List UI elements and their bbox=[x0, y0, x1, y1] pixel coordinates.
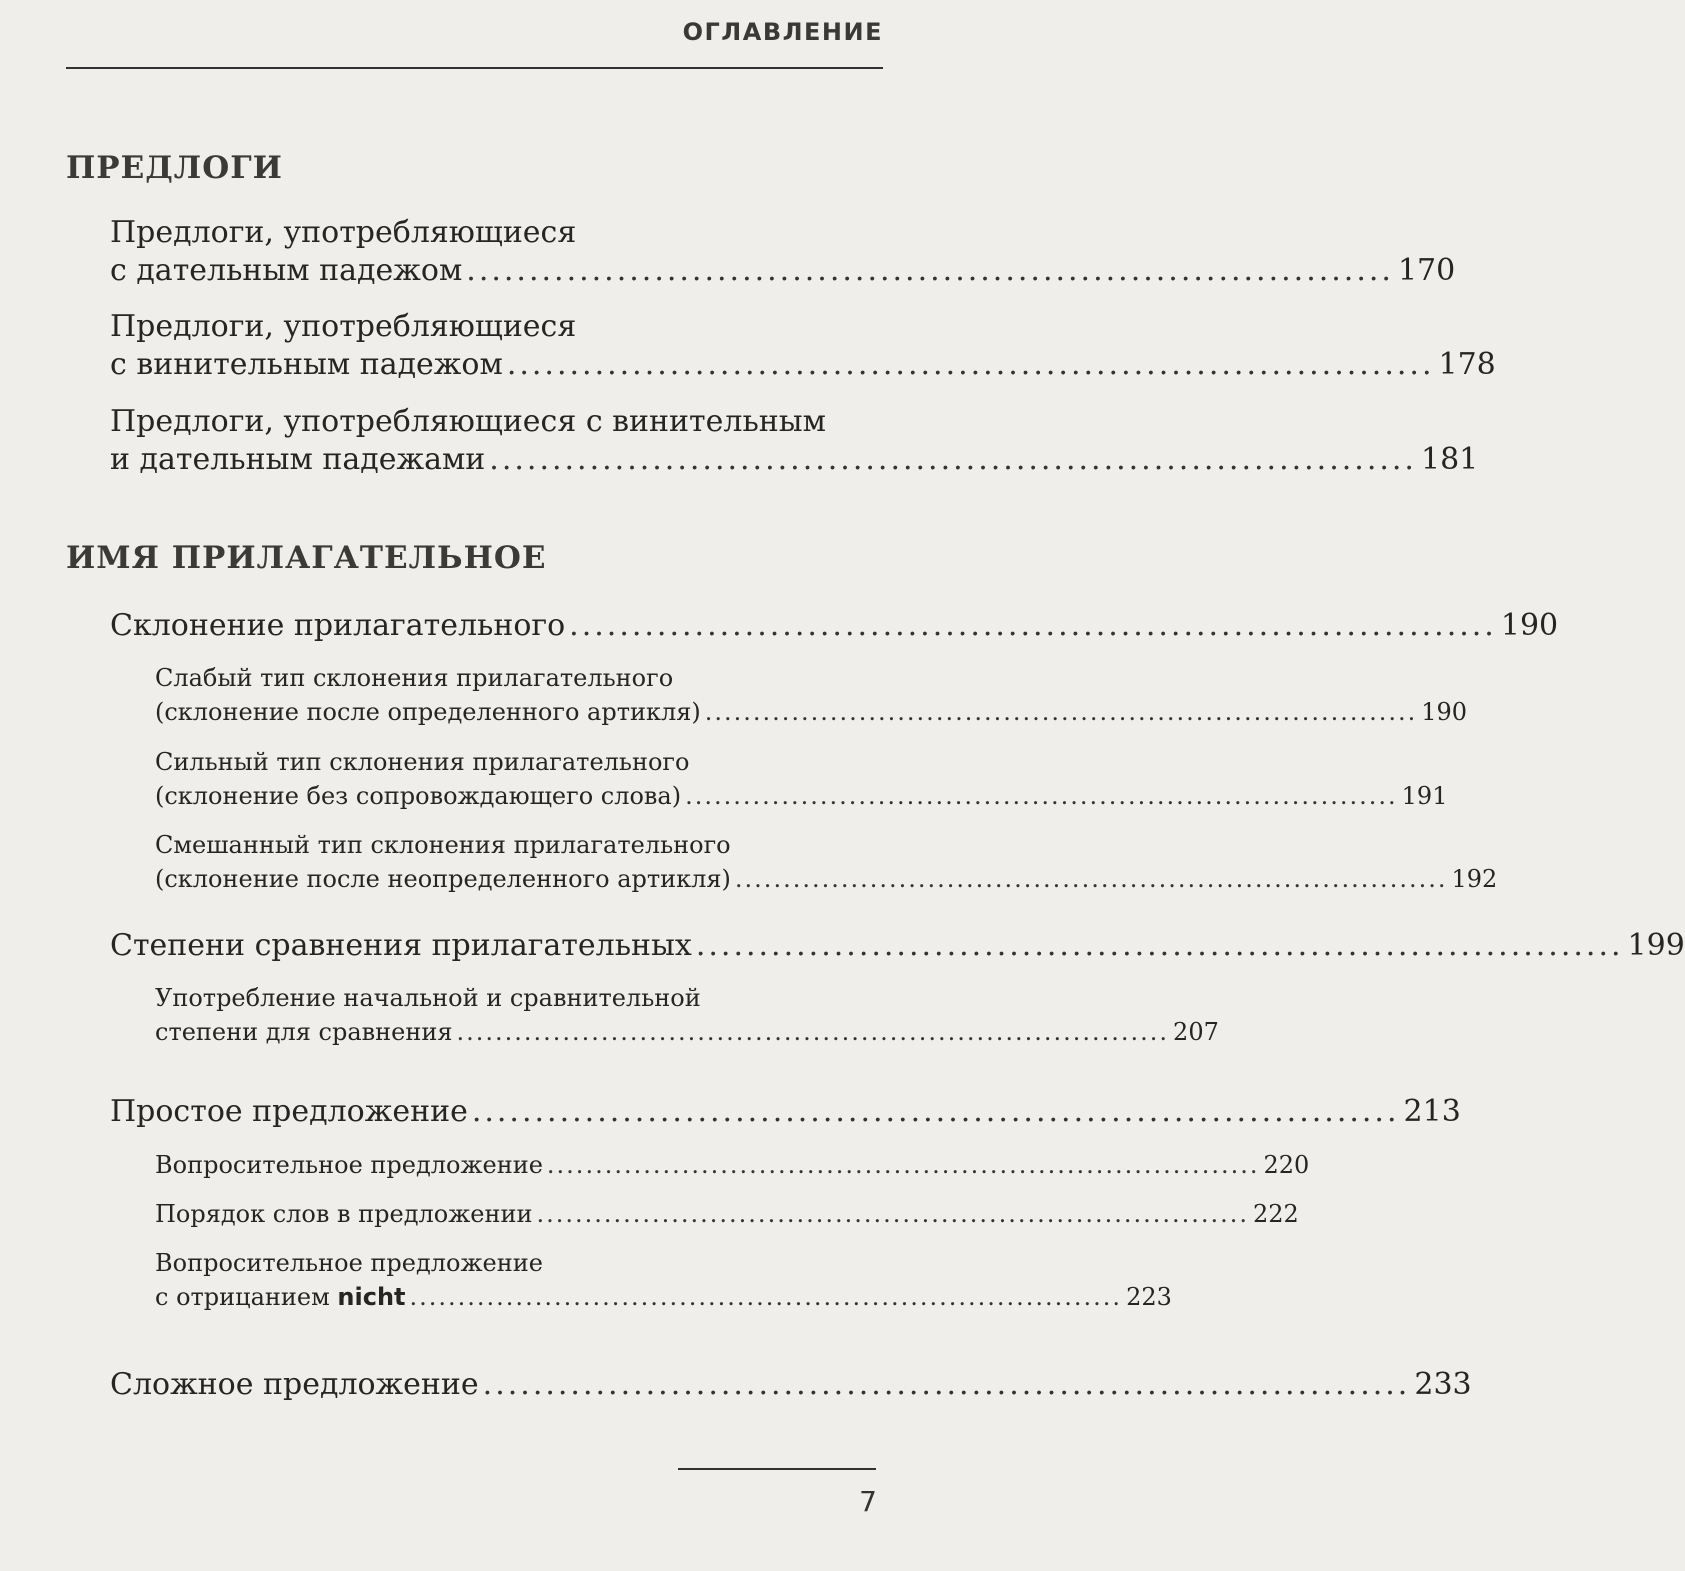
running-head: ОГЛАВЛЕНИЕ bbox=[682, 18, 883, 46]
toc-entry-text: с дательным падежом bbox=[110, 253, 463, 288]
toc-entry-text: Вопросительное предложение bbox=[155, 1249, 543, 1277]
toc-entry-text: Склонение прилагательного bbox=[110, 608, 566, 643]
toc-page-number: 222 bbox=[1253, 1200, 1299, 1228]
toc-entry-text: Смешанный тип склонения прилагательного bbox=[155, 831, 731, 859]
toc-entry-text: Сильный тип склонения прилагательного bbox=[155, 748, 690, 776]
toc-entry-text: и дательным падежами bbox=[110, 442, 486, 477]
folio-page-number: 7 bbox=[859, 1485, 877, 1518]
header-rule bbox=[66, 67, 883, 69]
toc-entry[interactable] bbox=[110, 403, 1479, 479]
leader-dots: .......................................................................... bbox=[471, 1094, 1400, 1129]
toc-subentry[interactable] bbox=[155, 1246, 1172, 1314]
toc-entry-text: Вопросительное предложение bbox=[155, 1151, 543, 1179]
toc-page-number: 213 bbox=[1403, 1094, 1461, 1129]
toc-page-number: 220 bbox=[1263, 1151, 1310, 1179]
leader-dots: .......................................................................... bbox=[685, 782, 1398, 810]
toc-page-number: 181 bbox=[1420, 442, 1479, 477]
leader-dots: .......................................................................... bbox=[466, 253, 1394, 288]
toc-subentry[interactable] bbox=[155, 1197, 1299, 1231]
toc-entry-text: (склонение после неопределенного артикля) bbox=[155, 865, 731, 893]
leader-dots: .......................................................................... bbox=[569, 608, 1497, 643]
toc-entry[interactable] bbox=[110, 308, 1496, 384]
toc-entry[interactable] bbox=[110, 607, 1559, 645]
toc-page-number: 191 bbox=[1401, 782, 1448, 810]
toc-subentry[interactable] bbox=[155, 661, 1468, 729]
toc-subentry[interactable] bbox=[155, 745, 1448, 813]
toc-entry-text: Предлоги, употребляющиеся bbox=[110, 309, 577, 344]
leader-dots: .......................................................................... bbox=[695, 928, 1624, 963]
toc-subentry[interactable] bbox=[155, 981, 1219, 1049]
toc-entry[interactable] bbox=[110, 214, 1456, 290]
toc-subentry[interactable] bbox=[155, 828, 1498, 896]
toc-entry-text: с винительным падежом bbox=[110, 347, 503, 382]
toc-page-number: 223 bbox=[1126, 1283, 1172, 1311]
toc-entry[interactable] bbox=[110, 1366, 1472, 1404]
section-title-prepositions: ПРЕДЛОГИ bbox=[66, 150, 283, 186]
leader-dots: .......................................................................... bbox=[506, 347, 1435, 382]
toc-page-number: 207 bbox=[1173, 1018, 1219, 1046]
toc-page-number: 178 bbox=[1438, 347, 1496, 382]
footer-rule bbox=[678, 1468, 876, 1470]
leader-dots: .......................................................................... bbox=[704, 698, 1418, 726]
toc-entry-text: (склонение после определенного артикля) bbox=[155, 698, 701, 726]
toc-entry-text: с отрицанием bbox=[155, 1283, 330, 1311]
toc-page-number: 190 bbox=[1421, 698, 1468, 726]
toc-entry-text: (склонение без сопровождающего слова) bbox=[155, 782, 682, 810]
toc-entry-text: Порядок слов в предложении bbox=[155, 1200, 533, 1228]
toc-entry-text: Простое предложение bbox=[110, 1094, 468, 1129]
leader-dots: .......................................................................... bbox=[489, 442, 1417, 477]
toc-entry-text: Степени сравнения прилагательных bbox=[110, 928, 692, 963]
toc-entry[interactable] bbox=[110, 1093, 1461, 1131]
leader-dots: .......................................................................... bbox=[734, 865, 1448, 893]
toc-entry-text: Предлоги, употребляющиеся bbox=[110, 215, 577, 250]
toc-page-number: 190 bbox=[1500, 608, 1559, 643]
toc-entry-emphasis: nicht bbox=[337, 1283, 406, 1311]
toc-entry-text: Сложное предложение bbox=[110, 1367, 479, 1402]
toc-entry-text: Употребление начальной и сравнительной bbox=[155, 984, 701, 1012]
toc-entry-text: Слабый тип склонения прилагательного bbox=[155, 664, 674, 692]
leader-dots: .......................................................................... bbox=[482, 1367, 1411, 1402]
leader-dots: .......................................................................... bbox=[456, 1018, 1170, 1046]
toc-subentry[interactable] bbox=[155, 1148, 1310, 1182]
toc-entry-text: Предлоги, употребляющиеся с винительным bbox=[110, 404, 826, 439]
toc-page-number: 199 bbox=[1627, 928, 1685, 963]
leader-dots: .......................................................................... bbox=[409, 1283, 1123, 1311]
toc-page-number: 192 bbox=[1451, 865, 1498, 893]
leader-dots: .......................................................................... bbox=[536, 1200, 1250, 1228]
toc-entry-text: степени для сравнения bbox=[155, 1018, 453, 1046]
section-title-adjective: ИМЯ ПРИЛАГАТЕЛЬНОЕ bbox=[66, 540, 547, 576]
toc-page-number: 170 bbox=[1397, 253, 1456, 288]
toc-entry[interactable] bbox=[110, 927, 1685, 965]
leader-dots: .......................................................................... bbox=[546, 1151, 1260, 1179]
toc-page-number: 233 bbox=[1414, 1367, 1472, 1402]
